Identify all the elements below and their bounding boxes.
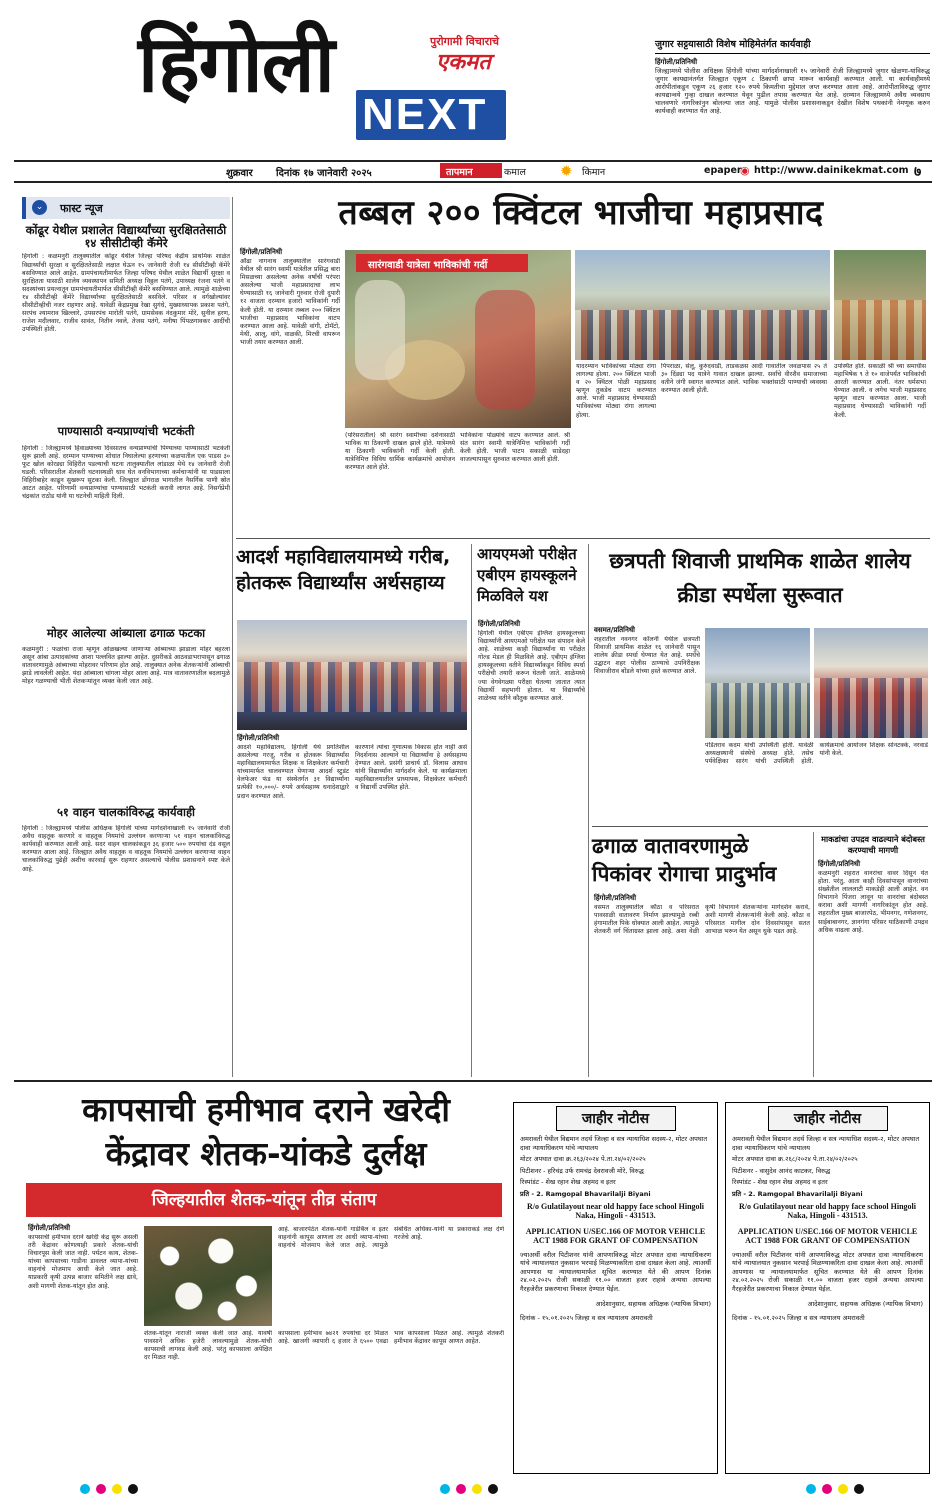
college-byline: हिंगोली/प्रतिनिधी xyxy=(237,734,280,742)
cotton-byline: हिंगोली/प्रतिनिधी xyxy=(28,1224,71,1232)
legal-notice-2 xyxy=(725,1102,930,1474)
notice-1-address: R/o Gulatilayout near old happy face school Hingoli Naka, Hingoli - 431513. xyxy=(527,1201,704,1221)
notice-2-to: प्रति - 2. Ramgopal Bhavarilalji Biyani xyxy=(732,1189,863,1198)
notice-2-address: R/o Gulatilayout near old happy face school Hingoli Naka, Hingoli - 431513. xyxy=(739,1201,916,1221)
notice-2-application: APPLICATION U/SEC.166 OF MOTOR VEHICLE ACT 1988 FOR GRANT OF COMPENSATION xyxy=(737,1226,918,1246)
issue-date: दिनांक १७ जानेवारी २०२५ xyxy=(276,168,372,179)
globe-icon: ◉ xyxy=(740,164,750,177)
lead-body-1: औंढा नागनाथ तालुक्यातील सारंगवाडी येथील श्री सारंग स्वामी यात्रेतील प्रसिद्ध बारा मिसळच्या असलेल्या अनेक वर्षांची परंपरा असलेल्या भाजी महाप्रसादाचा लाभ घेण्यासाठी १६ जानेवारी गुरुवार रोजी दुपारी १२ वाजता दरम्यान हजारो भाविकांनी गर्दी केली होती. या दरम्यान तब्बल २०० क्विंटल भाजीचा महाप्रसाद भाविकांना वाटप करण्यात आला आहे. यावेळी वांगी, टोमॅटो, मेथी, आलू, वांगे, वाळकी, मिरची वापरून भाजी तयार करण्यात आली. xyxy=(240,258,340,346)
lead-body-4: यादरम्यान भाविकांच्या मोठ्या रांगा लागल्या होत्या. २०० क्विंटल भाजी व २० क्विंटल पोळी महाप्रसाद म्हणून तुकडेच वाटप करण्यात आले. भाजी महाप्रसाद घेण्यासाठी भाविकांच्या मोठ्या रांगा लागल्या होत्या. xyxy=(576,363,656,419)
masthead xyxy=(0,0,945,150)
cotton-headline-1: कापसाची हमीभाव दराने खरेदी xyxy=(82,1090,450,1129)
lead-body-2: (परिसरातील) श्री सारंग स्वामीच्या दर्शनासाठी भाविक या ठिकाणी दाखल झाले होते. यात्रेमध्ये या ठिकाणी भाविकांनी गर्दी केली होती. यात्रेनिमित्त विविध धार्मिक कार्यक्रमांचे आयोजन करण्यात आले होते. xyxy=(345,432,455,472)
fast-news-column xyxy=(22,197,230,972)
notice-2-body: ज्याअर्थी वरील पिटीशनर यांनी आपणाविरुद्ध मोटर अपघात दावा न्यायाधिकरण यांचे न्यायालयात नुकसान भरपाई मिळण्याकरिता दावा दाखल केला आहे. त्याअर्थी आपणास या न्यायालयामार्फत सूचित करण्यात येते की आपण दिनांक २४.०२.२०२५ रोजी सकाळी ११.०० वाजता हजर राहावे अन्यथा आपल्या गैरहजेरीत प्रकरणाचा निकाल देण्यात येईल. xyxy=(732,1250,923,1293)
notice-2-petitioner: पिटीशनर - वासुदेव आनंद काटकर, विरुद्ध xyxy=(732,1166,831,1175)
sports-byline: वसमत/प्रतिनिधी xyxy=(594,626,635,634)
market-byline: हिंगोली/प्रतिनिधी xyxy=(818,860,861,868)
weather-byline: हिंगोली/प्रतिनिधी xyxy=(594,894,637,902)
sports-photo-2 xyxy=(814,628,928,738)
fast-news-headline-1: कोंढूर येथील प्रशालेत विद्यार्थ्यांच्या सुरक्षिततेसाठी १४ सीसीटीव्ही कॅमेरे xyxy=(25,223,227,251)
chevron-down-icon: ⌄ xyxy=(32,200,47,215)
masthead-title: हिंगोली xyxy=(138,19,334,110)
lead-photo-caption: सारंगवाडी यात्रेला भाविकांची गर्दी xyxy=(368,260,488,271)
lead-body-5: पिंपराळा, सेलू, कुरुंदवाडी, ताडकळस आदी गावातील जवळपास २५ ते ३० दिंड्या पद यात्रेने गावात दाखल झाल्या. सर्वांचे वीरशैव समाजाच्या वतीने जंगी स्वागत करण्यात आले. भाविक भक्तांसाठी पाण्याची व्यवस्था करण्यात आली होती. xyxy=(661,363,827,395)
min-label: किमान xyxy=(582,167,606,178)
ims-body: हिंगोली येथील एबीएम इंग्लिश हायस्कूलच्या विद्यार्थ्यांनी आयएमओ परीक्षेत यश संपादन केले आहे. शाळेच्या काही विद्यार्थ्यांना या परीक्षेत गोल्ड मेडल ही मिळविले आहे. एबीएम इंग्लिश हायस्कूलच्या वतीने विद्यार्थ्यांकडून विविध स्पर्धा परीक्षेची तयारी करून घेतली जाते. शाळेमध्ये ज्या वेगवेगळ्या परीक्षा घेतल्या जातात त्यात विद्यार्थी सहभागी होतात. या विद्यार्थ्यांचे शाळेच्या वतीने कौतुक करण्यात आले. xyxy=(478,630,585,702)
notice-1-body: ज्याअर्थी वरील पिटीशनर यांनी आपणाविरुद्ध मोटर अपघात दावा न्यायाधिकरण यांचे न्यायालयात नुकसान भरपाई मिळण्याकरिता दावा दाखल केला आहे. त्याअर्थी आपणास या न्यायालयामार्फत सूचित करण्यात येते की आपण दिनांक २४.०२.२०२५ रोजी सकाळी ११.०० वाजता हजर राहावे अन्यथा आपल्या गैरहजेरीत प्रकरणाचा निकाल देण्यात येईल. xyxy=(520,1250,711,1293)
fast-news-label: फास्ट न्यूज xyxy=(60,202,103,215)
market-body: कळमनुरी शहरात वानरांचा वावर दिसून येत होता. परंतु, आता काही दिवसांपासून वानरांच्या संख्येतील लाललाटी माकडेही आली आहेत. वन विभागाने पिंजरा लावून या वानरांचा बंदोबस्त करावा अशी मागणी नागरिकांतून होत आहे. शहरातील मुख्य बाजारपेठ, भीमनगर, गणेशनगर, साईबाबानगर, ज्ञानगंगा परिसर याठिकाणी उपद्रव अधिक वाढला आहे. xyxy=(818,870,928,934)
cotton-headline-2: केंद्रावर शेतक-यांकडे दुर्लक्ष xyxy=(105,1134,427,1173)
page-number: ७ xyxy=(914,164,922,180)
cotton-photo xyxy=(144,1226,272,1326)
weekday: शुक्रवार xyxy=(226,168,253,179)
sports-headline: छत्रपती शिवाजी प्राथमिक शाळेत शालेय क्रीडा स्पर्धेला सुरूवात xyxy=(609,549,911,607)
notice-1-petitioner: पिटीशनर - हरिचंद्र उर्फ रामचंद्र देवरावजी मोरे, विरुद्ध xyxy=(520,1166,644,1175)
max-label: कमाल xyxy=(504,167,526,178)
sports-body-1: शहरातील नवनगर कॉलनी येथील छत्रपती शिवाजी प्राथमिक शाळेत १६ जानेवारी पासून शालेय क्रीडा स्पर्धा घेण्यात येत आहे. स्पर्धेचे उद्घाटन शहर पोलीस ठाण्याचे उपनिरीक्षक शिवाजीराव बोंडले यांच्या हस्ते करण्यात आले. xyxy=(594,636,700,676)
notice-1-title: जाहीर नोटीस xyxy=(556,1106,676,1131)
legal-notice-1 xyxy=(513,1102,718,1474)
lead-photo xyxy=(345,250,571,428)
lead-body-6: उपस्थित होते. सकाळी श्री च्या समाधीस महाभिषेक ९ ते १० वाजेपर्यंत भाविकांची आरती करण्यात आली. नंतर धर्मसभा घेण्यात आली. व लगेच भाजी महाप्रसाद म्हणून वाटप करण्यात आला. भाजी महाप्रसाद घेण्यासाठी भाविकांनी गर्दी केली. xyxy=(834,363,926,419)
masthead-tagline: पुरोगामी विचाराचे xyxy=(430,35,500,48)
notice-1-case: मोटर अपघात दावा क्र.२६३/२०२४ पे.ता.२४/०२/२०२५ xyxy=(520,1155,646,1164)
cotton-body-1: कापसाची हमीभाव दराने खरेदी केंद्र सुरू असली तरी केंद्रावर कोणत्याही प्रकारे शेतक-यांची विचारपूस केली जात नाही. पर्यटन काय, शेतक-यांच्या कापसाच्या गाडीना डावलत व्यापा-यांच्या वाहनांचे मोजमाप आधी केले जात आहे. याप्रकारी कृषी उत्पन्न बाजार समितीने लक्ष द्यावे, अशी मागणी शेतक-यांतून होत आहे. xyxy=(28,1234,138,1290)
lead-byline: हिंगोली/प्रतिनिधी xyxy=(240,248,283,256)
cotton-subhead: जिल्हयातील शेतक-यांतून तीव्र संताप xyxy=(151,1190,377,1210)
temp-label: तापमान xyxy=(446,167,473,178)
notice-1-footer: आदेशानुसार, सहायक अधिक्षक (न्यायिक विभाग) xyxy=(595,1299,711,1308)
lead-headline: तब्बल २०० क्विंटल भाजीचा महाप्रसाद xyxy=(338,193,824,233)
notice-2-respondent: रिस्पांडंट - शेख रहान शेख अहमद व इतर xyxy=(732,1178,828,1187)
date-strip xyxy=(14,161,932,181)
college-photo xyxy=(237,620,467,730)
cotton-body-4: कापसाला हमीभाव ७४२१ रुपयांचा दर मिळत आहे. खाजगी व्यापारी ६ हजार ते ६५०० एवढा भाव कापसाला मिळत आहे. त्यामुळे शेतकरी हमीभाव केंद्रावर कापूस आणत आहेत. xyxy=(278,1330,504,1346)
notice-1-court: अमरावती येथील विद्यमान तदर्थ जिल्हा व सत्र न्यायाधिश सदस्य-२, मोटर अपघात दावा न्यायाधिकरण यांचे न्यायालय xyxy=(520,1135,708,1152)
fast-news-body-3: कळमनुरी : फळांचा राजा म्हणून ओळखल्या जाणाऱ्या आंब्याच्या झाडाला मोहर बहरला असून आंबा उत्पादकांच्या आशा पल्लवित झाल्या आहेत. दुसरीकडे आठवडाभरापासून ढगाळ वातावरणामुळे आंब्याच्या मोहरावर परिणाम होत आहे. तालुक्यात अनेक शेतकऱ्यांनी आंब्याची झाडे लावलेली आहेत. यंदा आंब्याला चांगला मोहर आला आहे. मात्र वातावरणातील बदलामुळे मोहर गळण्याची भीती शेतकऱ्यांतून व्यक्त केली जात आहे. xyxy=(22,645,230,686)
notice-2-case: मोटर अपघात दावा क्र.२६८/२०२४ पे.ता.२४/०२/२०२५ xyxy=(732,1155,858,1164)
fast-news-body-1: हिंगोली : कळमनुरी तालुक्यातील कोंढूर येथील जिल्हा परिषद केंद्रीय प्राथमिक शाळेत विद्यार्थ्यांची सुरक्षा व सुरक्षिततेसाठी लक्षात घेऊन १५ जानेवारी रोजी १४ सीसीटीव्ही कॅमेरे बसविण्यात आले आहेत. ग्रामपंचायतीमार्फत जिल्हा परिषद येथील शाळेत विद्यार्थी सुरक्षा व सुरक्षितता यासाठी शालेय व्यवस्थापन समिती अध्यक्ष विठ्ठल पतंगे, उपाध्यक्ष रंजना पतंगे व सदस्यांच्या प्रयत्नातून ग्रामपंचायतीमार्फत सीसीटीव्ही कॅमेरे बसविण्यात आले. त्यामुळे शाळेच्या १४ सीसीटीव्ही कॅमेरे विद्यार्थ्यांच्या सुरक्षिततेसाठी बसविले. परिसर व वर्गखोल्यांवर सीसीटीव्हीची नजर राहणार आहे. यावेळी केंद्रप्रमुख रेखा सुगंधे, मुख्याध्यापक प्रकाश पतंगे, सरपंच श्यामराव खिल्लारे, उपसरपंच मारोती पतंगे, ग्रामसेवक नंदकुमार मोरे, सुनील हरण, राजेश मदीलवार, राजीव सावंत, नितीन नवले, तेजस पतंगे, मनीषा पिंपळगावकर आदींची उपस्थिती होती. xyxy=(22,253,230,334)
lead-body-3: भाविकांना पोळ्यांचे वाटप करण्यात आले. श्री संत सारंग स्वामी यात्रेनिमित्त भाविकांनी गर्दी केली होती. भाजी पाटप सकाळी साडेदहा वाजल्यापासून सुरुवात करण्यात आली होती. xyxy=(460,432,570,464)
cotton-body-2: आहे. बाजारपेठेत शेतक-यांनी गाडीबैल व इतर वाहनांनी कापूस आणला तर आधी व्यापा-यांच्या वाहनांचे मोजमाप केले जात आहे. त्यामुळे संबंधित अधिका-यांनी या प्रकाराकडे लक्ष देणे गरजेचे आहे. xyxy=(278,1226,504,1250)
masthead-next: NEXT xyxy=(362,90,488,139)
registration-marks xyxy=(0,1482,945,1496)
epaper-label: epaper xyxy=(704,165,742,176)
college-body-1: आदर्श महाविद्यालय, हिंगोली येथे प्रगतिशील असलेल्या गरजू, गरीब व होतकरू विद्यार्थ्यांस महाविद्यालयामार्फत शिक्षक व शिक्षकेतर कर्मचारी यांच्यामार्फत चालवण्यात येणाऱ्या आदर्श स्टुडंट वेलफेअर फंड या संस्थेतर्गत ३१ विद्यार्थ्यांना प्रत्येकी १०,०००/- रुपये अर्थसहाय्य धनादेशाद्वारे प्रदान करण्यात आले. xyxy=(237,744,349,800)
notice-2-title: जाहीर नोटीस xyxy=(768,1106,888,1131)
notice-1-respondent: रिस्पांडंट - शेख रहान शेख अहमद व इतर xyxy=(520,1178,616,1187)
notice-2-footer: आदेशानुसार, सहायक अधिक्षक (न्यायिक विभाग) xyxy=(807,1299,923,1308)
lead-photo-3 xyxy=(834,250,926,360)
notice-1-to: प्रति - 2. Ramgopal Bhavarilalji Biyani xyxy=(520,1189,651,1198)
top-news-title: जुगार सट्टयासाठी विशेष मोहिमेतंर्गत कार्यवाही xyxy=(655,40,930,54)
masthead-brand: एकमत xyxy=(436,50,491,75)
notice-2-date: दिनांक - १५.०१.२०२५ जिल्हा व सत्र न्यायालय अमरावती xyxy=(732,1314,865,1323)
ims-headline: आयएमओ परीक्षेत एबीएम हायस्कूलने मिळविले यश xyxy=(477,545,577,605)
fast-news-body-2: हिंगोली : जिल्ह्यामध्ये हिवाळ्याच्या दिवसातच वन्यप्राण्यांची पिण्याच्या पाण्यासाठी भटकंती सुरू झाली आहे. दरम्यान पाण्याच्या शोधात निघालेल्या हरणाच्या कळपातील एक पाडस ३० फूट खोल कोरड्या विहिरीत पडल्याची घटना तालुक्यातील लांडाळा येथे १४ जानेवारी रोजी घडली. परिसरातील शेतकरी घटनास्थळी धाव घेत वनविभागाच्या कर्मचाऱ्यांनी या पाडसाला विहिरीबाहेर काढून सुखरूप सुटका केली. जिल्ह्यात डोंगराळ भागातील नैसर्गिक पाणी स्रोत आटत आहेत. परिणामी वन्यप्राण्यांचा पाण्यासाठी भटकंती करावी लागत आहे. निसर्गप्रेमी चंद्रकांत राठोड यांनी या घटनेची माहिती दिली. xyxy=(22,444,230,501)
fast-news-banner xyxy=(22,197,230,219)
fast-news-body-4: हिंगोली : जिल्ह्यामध्ये पोलीस अधिक्षक हिंगोली यांच्या मार्गदर्शनाखाली १५ जानेवारी रोजी अवैध वाहतूक करणारे व वाहतूक नियमांचे उल्लंघन करणाऱ्या ५१ वाहन चालकांविरुद्ध कार्यवाही करण्यात आली आहे. सदर वाहन चालकांकडून ३६ हजार ५०० रुपयांचा दंड वसूल करण्यात आला आहे. जिल्ह्यात अवैध वाहतूक व वाहतूक नियमांचे उल्लंघन करणाऱ्या वाहन चालकांविरुद्ध पुढेही अशीच कारवाई सुरू राहणार असल्याचे पोलीस प्रशासनाने स्पष्ट केले आहे. xyxy=(22,825,230,873)
cotton-body-3: शेतक-यांतून नाराजी व्यक्त केली जात आहे. यावर्षी पावसाने अधिक हजेरी लावल्यामुळे शेतक-यांची कापसाची लागवड केली आहे. परंतु कापसाला अपेक्षित दर मिळत नाही. xyxy=(144,1330,272,1362)
sun-icon: ✹ xyxy=(560,162,573,180)
fast-news-headline-2: पाण्यासाठी वन्यप्राण्यांची भटकंती xyxy=(57,424,195,439)
weather-headline: ढगाळ वातावरणामुळे पिकांवर रोगाचा प्रादुर्भाव xyxy=(592,834,777,886)
college-headline: आदर्श महाविद्यालयामध्ये गरीब, होतकरू विद्यार्थ्यांस अर्थसहाय्य xyxy=(236,546,451,594)
notice-1-application: APPLICATION U/SEC.166 OF MOTOR VEHICLE ACT 1988 FOR GRANT OF COMPENSATION xyxy=(525,1226,706,1246)
notice-2-court: अमरावती येथील विद्यमान तदर्थ जिल्हा व सत्र न्यायाधिश सदस्य-२, मोटर अपघात दावा न्यायाधिकरण यांचे न्यायालय xyxy=(732,1135,920,1152)
sports-photo-1 xyxy=(705,628,810,738)
ims-byline: हिंगोली/प्रतिनिधी xyxy=(478,620,521,628)
fast-news-headline-4: ५१ वाहन चालकांविरुद्ध कार्यवाही xyxy=(56,804,196,819)
weather-body: वसमत तालुक्यातील कौठा व परिसरात पावसाळी वातावरण निर्माण झाल्यामुळे रब्बी हंगामातील पिके धोक्यात आली आहेत. त्यामुळे शेतकरी वर्ग चिंताग्रस्त झाला आहे. अशा वेळी कृषी विभागाने शेतकऱ्यांना मार्गदर्शन करावे, अशी मागणी शेतकऱ्यांनी केली आहे. कौठा व परिसरात मागील दोन दिवसांपासून सतत आभाळ भरून येत असून धुके पडत आहे. xyxy=(594,904,810,936)
market-headline: माकडांचा उपद्रव वाढल्याने बंदोबस्त करण्याची मागणी xyxy=(821,834,925,855)
lead-photo-2 xyxy=(575,250,830,360)
top-news-body: जिल्ह्यामध्ये पोलीस अधिक्षक हिंगोली यांच्या मार्गदर्शनाखाली १५ जानेवारी रोजी जिल्ह्यामध्ये जुगार खेळणा-यांविरुद्ध जुगार कायद्यानंतर्गत जिल्ह्यात एकूण ८ ठिकाणी छापा मारून कार्यवाही करण्यात आली. या कार्यवाहीमध्ये आरोपीतांकडून एकूण २६ हजार १२० रुपये किमतीचा मुद्देमाल जप्त करण्यात आला आहे. आरोपीताविरुद्ध जुगार कायद्यान्वये गुन्हा दाखल करण्यात येवून पुढील तपास करण्यात येत आहे. दरम्यान जिल्ह्यामध्ये अवैध व्यवसाय चालवणारे नागरिकांनुन बोलल्या जात आहे. यामुळे पोलीस प्रशासनाकडून देखील विशेष पथकांनी नेमणूक करुन कार्यवाही करण्यात येत आहे. xyxy=(655,66,930,116)
fast-news-headline-3: मोहर आलेल्या आंब्याला ढगाळ फटका xyxy=(46,625,206,640)
top-news-box xyxy=(655,40,930,158)
website-link[interactable]: http://www.dainikekmat.com xyxy=(754,165,909,176)
notice-1-date: दिनांक - १५.०१.२०२५ जिल्हा व सत्र न्यायालय अमरावती xyxy=(520,1314,653,1323)
sports-body-2: पंडितराव कदम यांची उपस्थिती होती. यावेळी अध्यक्षस्थानी संस्थेचे अध्यक्ष होते. तसेच पर्यवेक्षिका सारंग यांची उपस्थिती होती. कार्यक्रमाचे आयोजन शिक्षक सोनटक्के, नरवाडे यांनी केले. xyxy=(705,742,928,766)
top-news-byline: हिंगोली/प्रतिनिधी xyxy=(655,57,698,66)
college-body-2: कारणाने त्यांचा गुणात्मक विकास होत नाही असे निदर्शनास आल्याने या विद्यार्थ्यांना हे अर्थसहाय्य देण्यात आले. प्रसंगी प्राचार्य डॉ. विलास आघाव यांनी विद्यार्थ्यांना मार्गदर्शन केले. या कार्यक्रमाला महाविद्यालयातील प्राध्यापक, शिक्षकेतर कर्मचारी व विद्यार्थी उपस्थित होते. xyxy=(355,744,467,792)
